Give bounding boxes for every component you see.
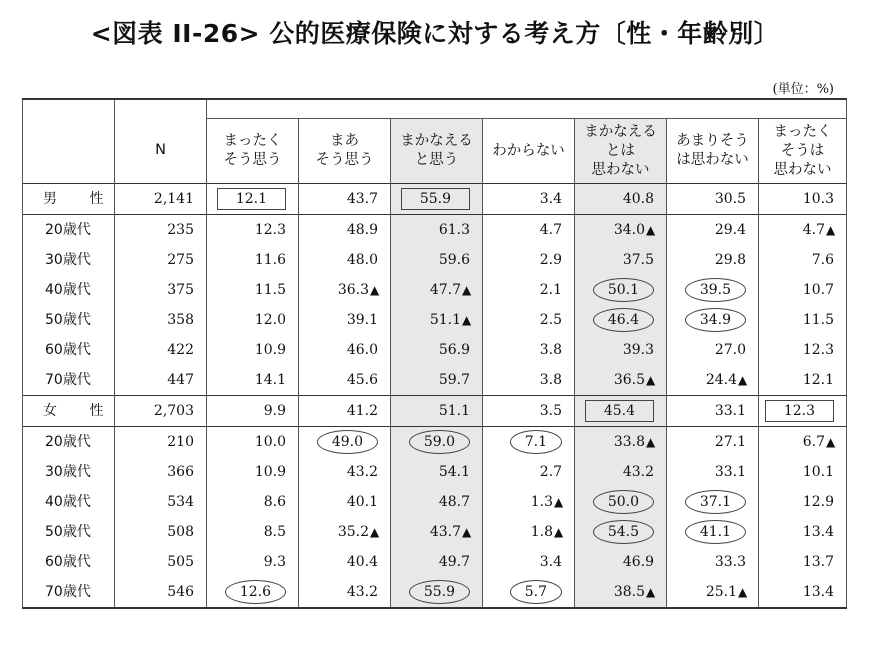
triangle-marker-icon: ▲ <box>738 585 748 599</box>
percent-cell <box>207 335 299 365</box>
cell-value: 375 <box>167 282 194 298</box>
header-spacer <box>115 99 207 119</box>
percent-cell <box>759 335 847 365</box>
cell-value: 275 <box>167 252 194 268</box>
cell-value: 546 <box>167 584 194 600</box>
cell-value: 6.7 <box>802 434 826 450</box>
percent-cell <box>299 457 391 487</box>
percent-cell <box>299 365 391 396</box>
percent-cell <box>207 245 299 275</box>
percent-cell <box>759 305 847 335</box>
table-row <box>23 427 847 458</box>
header-group-row <box>207 99 847 119</box>
percent-cell <box>759 396 847 427</box>
cell-value: 12.9 <box>802 494 835 510</box>
cell-value: 27.0 <box>714 342 746 358</box>
percent-cell <box>391 487 483 517</box>
table-row <box>23 487 847 517</box>
percent-cell <box>207 427 299 458</box>
cell-value: 54.1 <box>438 464 470 480</box>
percent-cell <box>667 365 759 396</box>
boxed-value: 12.3 <box>765 400 834 422</box>
cell-value: 11.5 <box>254 282 286 298</box>
cell-value: 358 <box>167 312 194 328</box>
percent-cell <box>391 305 483 335</box>
circled-value: 50.1 <box>593 278 654 302</box>
percent-cell <box>575 275 667 305</box>
percent-cell <box>667 305 759 335</box>
percent-cell <box>391 245 483 275</box>
triangle-marker-icon: ▲ <box>826 435 836 449</box>
cell-value: 43.2 <box>622 464 654 480</box>
cell-value: 13.7 <box>802 554 835 570</box>
cell-value: 7.6 <box>811 252 835 268</box>
percent-cell <box>207 487 299 517</box>
percent-cell <box>759 275 847 305</box>
column-header: まかなえる と思う <box>391 119 483 184</box>
percent-cell <box>391 427 483 458</box>
cell-value: 56.9 <box>438 342 470 358</box>
percent-cell <box>391 275 483 305</box>
cell-value: 12.0 <box>254 312 286 328</box>
cell-value: 24.4 <box>705 372 737 388</box>
percent-cell <box>483 184 575 215</box>
cell-value: 33.1 <box>714 403 746 419</box>
percent-cell <box>667 487 759 517</box>
percent-cell <box>667 215 759 246</box>
percent-cell <box>759 184 847 215</box>
percent-cell <box>299 305 391 335</box>
percent-cell <box>207 517 299 547</box>
column-header: まかなえる とは 思わない <box>575 119 667 184</box>
cell-value: 29.8 <box>714 252 746 268</box>
percent-cell <box>299 245 391 275</box>
percent-cell <box>207 215 299 246</box>
column-header: まったく そうは 思わない <box>759 119 847 184</box>
triangle-marker-icon: ▲ <box>370 525 380 539</box>
unit-label: (単位：%) <box>772 82 834 97</box>
sample-size-cell <box>115 184 207 215</box>
cell-value: 3.4 <box>539 554 562 570</box>
percent-cell <box>391 365 483 396</box>
cell-value: 2.9 <box>539 252 562 268</box>
percent-cell <box>299 427 391 458</box>
cell-value: 51.1 <box>429 312 461 328</box>
percent-cell <box>667 517 759 547</box>
percent-cell <box>207 184 299 215</box>
cell-value: 9.3 <box>263 554 286 570</box>
total-row <box>23 184 847 215</box>
cell-value: 534 <box>167 494 194 510</box>
cell-value: 9.9 <box>263 403 286 419</box>
sample-size-cell <box>115 427 207 458</box>
sample-size-cell <box>115 305 207 335</box>
percent-cell <box>299 517 391 547</box>
circled-value: 50.0 <box>593 490 654 514</box>
percent-cell <box>575 517 667 547</box>
table-row <box>23 547 847 577</box>
percent-cell <box>391 457 483 487</box>
triangle-marker-icon: ▲ <box>554 525 564 539</box>
cell-value: 46.9 <box>622 554 654 570</box>
column-header: わからない <box>483 119 575 184</box>
percent-cell <box>391 517 483 547</box>
percent-cell <box>667 245 759 275</box>
circled-value: 37.1 <box>685 490 746 514</box>
row-label: 40歳代 <box>23 487 115 517</box>
table-row <box>23 457 847 487</box>
cell-value: 49.7 <box>438 554 470 570</box>
cell-value: 13.4 <box>802 584 835 600</box>
triangle-marker-icon: ▲ <box>462 525 472 539</box>
circled-value: 46.4 <box>593 308 654 332</box>
row-label: 40歳代 <box>23 275 115 305</box>
row-label: 50歳代 <box>23 517 115 547</box>
percent-cell <box>759 215 847 246</box>
circled-value: 59.0 <box>409 430 470 454</box>
cell-value: 43.7 <box>346 191 378 207</box>
row-label: 60歳代 <box>23 547 115 577</box>
circled-value: 5.7 <box>510 580 562 604</box>
percent-cell <box>299 215 391 246</box>
percent-cell <box>483 427 575 458</box>
circled-value: 54.5 <box>593 520 654 544</box>
cell-value: 11.5 <box>802 312 835 328</box>
cell-value: 10.9 <box>254 464 286 480</box>
sample-size-cell <box>115 396 207 427</box>
percent-cell <box>391 184 483 215</box>
percent-cell <box>667 184 759 215</box>
percent-cell <box>575 215 667 246</box>
boxed-value: 45.4 <box>585 400 654 422</box>
percent-cell <box>299 335 391 365</box>
row-label: 70歳代 <box>23 577 115 608</box>
percent-cell <box>483 547 575 577</box>
row-label: 女 性 <box>23 396 115 427</box>
cell-value: 35.2 <box>337 524 369 540</box>
percent-cell <box>299 487 391 517</box>
cell-value: 43.2 <box>346 464 378 480</box>
cell-value: 59.7 <box>438 372 470 388</box>
row-label: 男 性 <box>23 184 115 215</box>
table-row <box>23 275 847 305</box>
percent-cell <box>759 577 847 608</box>
cell-value: 3.8 <box>539 342 562 358</box>
sample-size-cell <box>115 245 207 275</box>
cell-value: 33.8 <box>613 434 645 450</box>
percent-cell <box>483 396 575 427</box>
row-label: 70歳代 <box>23 365 115 396</box>
cell-value: 366 <box>167 464 194 480</box>
percent-cell <box>575 305 667 335</box>
triangle-marker-icon: ▲ <box>462 313 472 327</box>
triangle-marker-icon: ▲ <box>646 373 656 387</box>
triangle-marker-icon: ▲ <box>370 283 380 297</box>
cell-value: 30.5 <box>714 191 746 207</box>
data-table <box>22 98 847 609</box>
corner-cell <box>23 99 115 119</box>
circled-value: 34.9 <box>685 308 746 332</box>
cell-value: 37.5 <box>622 252 654 268</box>
cell-value: 40.8 <box>622 191 654 207</box>
percent-cell <box>391 215 483 246</box>
percent-cell <box>483 577 575 608</box>
cell-value: 36.3 <box>337 282 369 298</box>
cell-value: 4.7 <box>802 222 826 238</box>
row-label: 30歳代 <box>23 457 115 487</box>
row-label: 30歳代 <box>23 245 115 275</box>
triangle-marker-icon: ▲ <box>646 435 656 449</box>
cell-value: 43.2 <box>346 584 378 600</box>
cell-value: 61.3 <box>438 222 470 238</box>
sample-size-cell <box>115 457 207 487</box>
circled-value: 7.1 <box>510 430 562 454</box>
cell-value: 210 <box>167 434 194 450</box>
cell-value: 34.0 <box>613 222 645 238</box>
percent-cell <box>759 487 847 517</box>
cell-value: 45.6 <box>346 372 378 388</box>
percent-cell <box>207 305 299 335</box>
percent-cell <box>575 245 667 275</box>
percent-cell <box>575 335 667 365</box>
cell-value: 29.4 <box>714 222 746 238</box>
cell-value: 13.4 <box>802 524 835 540</box>
cell-value: 10.3 <box>802 191 835 207</box>
cell-value: 36.5 <box>613 372 645 388</box>
table-row <box>23 577 847 608</box>
cell-value: 27.1 <box>714 434 746 450</box>
cell-value: 422 <box>167 342 194 358</box>
percent-cell <box>391 396 483 427</box>
cell-value: 10.7 <box>802 282 835 298</box>
percent-cell <box>667 547 759 577</box>
sample-size-cell <box>115 215 207 246</box>
circled-value: 41.1 <box>685 520 746 544</box>
percent-cell <box>575 457 667 487</box>
total-row <box>23 396 847 427</box>
percent-cell <box>759 365 847 396</box>
boxed-value: 55.9 <box>401 188 470 210</box>
cell-value: 447 <box>167 372 194 388</box>
percent-cell <box>207 396 299 427</box>
percent-cell <box>575 365 667 396</box>
percent-cell <box>575 427 667 458</box>
sample-size-cell <box>115 547 207 577</box>
percent-cell <box>483 245 575 275</box>
triangle-marker-icon: ▲ <box>738 373 748 387</box>
percent-cell <box>299 275 391 305</box>
sample-size-cell <box>115 275 207 305</box>
cell-value: 4.7 <box>539 222 562 238</box>
cell-value: 10.0 <box>254 434 286 450</box>
cell-value: 3.5 <box>539 403 562 419</box>
cell-value: 59.6 <box>438 252 470 268</box>
percent-cell <box>759 245 847 275</box>
cell-value: 2,703 <box>153 403 194 419</box>
percent-cell <box>759 517 847 547</box>
triangle-marker-icon: ▲ <box>646 585 656 599</box>
row-label: 50歳代 <box>23 305 115 335</box>
cell-value: 2,141 <box>153 191 194 207</box>
circled-value: 12.6 <box>225 580 286 604</box>
triangle-marker-icon: ▲ <box>554 495 564 509</box>
column-header: あまりそう は思わない <box>667 119 759 184</box>
sample-size-cell <box>115 517 207 547</box>
column-header: まあ そう思う <box>299 119 391 184</box>
cell-value: 33.3 <box>714 554 746 570</box>
cell-value: 1.3 <box>530 494 553 510</box>
cell-value: 40.4 <box>346 554 378 570</box>
circled-value: 49.0 <box>317 430 378 454</box>
header-row <box>23 119 847 184</box>
cell-value: 3.4 <box>539 191 562 207</box>
percent-cell <box>575 487 667 517</box>
percent-cell <box>207 365 299 396</box>
triangle-marker-icon: ▲ <box>462 283 472 297</box>
percent-cell <box>575 396 667 427</box>
percent-cell <box>483 215 575 246</box>
cell-value: 1.8 <box>530 524 553 540</box>
percent-cell <box>483 365 575 396</box>
cell-value: 235 <box>167 222 194 238</box>
cell-value: 41.2 <box>346 403 378 419</box>
table-row <box>23 305 847 335</box>
triangle-marker-icon: ▲ <box>646 223 656 237</box>
circled-value: 39.5 <box>685 278 746 302</box>
percent-cell <box>575 547 667 577</box>
column-header: まったく そう思う <box>207 119 299 184</box>
cell-value: 48.7 <box>438 494 470 510</box>
boxed-value: 12.1 <box>217 188 286 210</box>
sample-size-cell <box>115 335 207 365</box>
percent-cell <box>667 275 759 305</box>
cell-value: 25.1 <box>705 584 737 600</box>
percent-cell <box>299 396 391 427</box>
table-title: <図表 II-26> 公的医療保険に対する考え方〔性・年齢別〕 <box>90 19 780 48</box>
percent-cell <box>483 335 575 365</box>
percent-cell <box>667 335 759 365</box>
cell-value: 11.6 <box>254 252 286 268</box>
percent-cell <box>207 457 299 487</box>
percent-cell <box>483 487 575 517</box>
percent-cell <box>207 275 299 305</box>
percent-cell <box>575 577 667 608</box>
percent-cell <box>483 275 575 305</box>
cell-value: 39.3 <box>622 342 654 358</box>
cell-value: 2.7 <box>539 464 562 480</box>
cell-value: 14.1 <box>254 372 286 388</box>
circled-value: 55.9 <box>409 580 470 604</box>
row-label: 60歳代 <box>23 335 115 365</box>
cell-value: 12.3 <box>254 222 286 238</box>
cell-value: 47.7 <box>429 282 461 298</box>
sample-size-cell <box>115 487 207 517</box>
cell-value: 43.7 <box>429 524 461 540</box>
percent-cell <box>483 517 575 547</box>
corner-cell-lower <box>23 119 115 184</box>
cell-value: 12.1 <box>802 372 835 388</box>
cell-value: 48.9 <box>346 222 378 238</box>
table-row <box>23 335 847 365</box>
percent-cell <box>667 577 759 608</box>
cell-value: 505 <box>167 554 194 570</box>
table-row <box>23 517 847 547</box>
percent-cell <box>391 547 483 577</box>
cell-value: 12.3 <box>802 342 835 358</box>
cell-value: 51.1 <box>438 403 470 419</box>
cell-value: 10.1 <box>802 464 835 480</box>
percent-cell <box>759 427 847 458</box>
cell-value: 40.1 <box>346 494 378 510</box>
cell-value: 8.6 <box>263 494 286 510</box>
table-row <box>23 365 847 396</box>
percent-cell <box>667 457 759 487</box>
percent-cell <box>575 184 667 215</box>
cell-value: 46.0 <box>346 342 378 358</box>
cell-value: 48.0 <box>346 252 378 268</box>
percent-cell <box>299 547 391 577</box>
cell-value: 10.9 <box>254 342 286 358</box>
cell-value: 508 <box>167 524 194 540</box>
cell-value: 33.1 <box>714 464 746 480</box>
percent-cell <box>207 577 299 608</box>
percent-cell <box>667 427 759 458</box>
percent-cell <box>667 396 759 427</box>
row-label: 20歳代 <box>23 215 115 246</box>
table-body <box>23 184 847 609</box>
percent-cell <box>759 547 847 577</box>
table-row <box>23 215 847 246</box>
triangle-marker-icon: ▲ <box>826 223 836 237</box>
cell-value: 2.5 <box>539 312 562 328</box>
column-header: N <box>115 119 207 184</box>
cell-value: 38.5 <box>613 584 645 600</box>
percent-cell <box>391 577 483 608</box>
sample-size-cell <box>115 365 207 396</box>
cell-value: 2.1 <box>539 282 562 298</box>
percent-cell <box>483 305 575 335</box>
percent-cell <box>483 457 575 487</box>
sample-size-cell <box>115 577 207 608</box>
cell-value: 3.8 <box>539 372 562 388</box>
row-label: 20歳代 <box>23 427 115 458</box>
cell-value: 39.1 <box>346 312 378 328</box>
percent-cell <box>391 335 483 365</box>
cell-value: 8.5 <box>263 524 286 540</box>
percent-cell <box>207 547 299 577</box>
percent-cell <box>759 457 847 487</box>
percent-cell <box>299 577 391 608</box>
percent-cell <box>299 184 391 215</box>
table-row <box>23 245 847 275</box>
